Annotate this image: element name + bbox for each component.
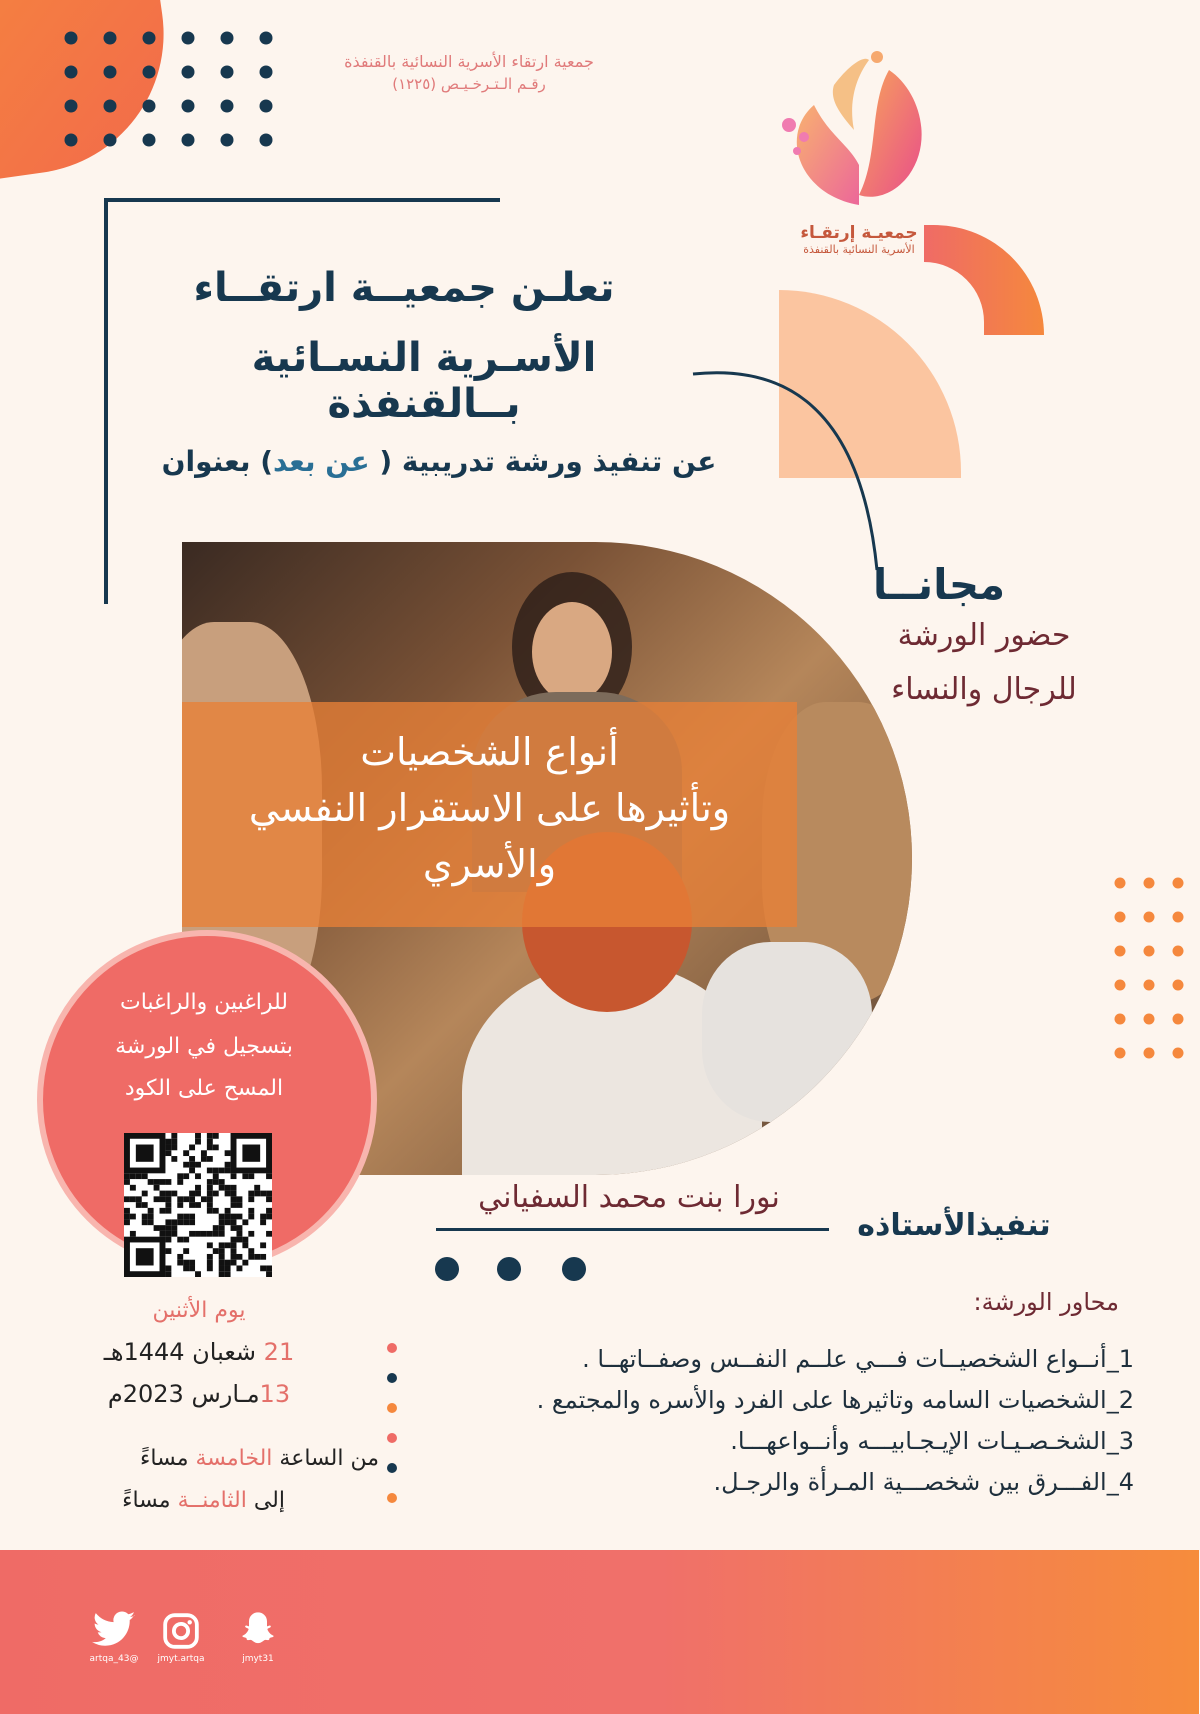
dot-grid-navy (64, 30, 284, 150)
free-line2: للرجال والنساء (892, 672, 1078, 707)
decor-dots (435, 1256, 595, 1290)
dot (105, 66, 118, 79)
topics-list (415, 1345, 1135, 1509)
dot (183, 100, 196, 113)
dot (261, 32, 274, 45)
topics-heading: محاور الورشة: (974, 1288, 1120, 1316)
dot (1116, 946, 1127, 957)
dot (1174, 878, 1185, 889)
dot (1116, 1014, 1127, 1025)
snapchat-handle: jmyt31 (243, 1654, 275, 1664)
topic-item: 4_الفـــرق بين شخصـــية المـرأة والرجـل. (714, 1468, 1135, 1496)
dot (222, 134, 235, 147)
instagram-icon (163, 1612, 201, 1650)
bullet-column (385, 1340, 401, 1524)
dot (183, 32, 196, 45)
dot (222, 32, 235, 45)
registration-line3: المسح على الكود (125, 1076, 285, 1101)
workshop-title-line1: أنواع الشخصيات (361, 730, 620, 774)
presenter-name: نورا بنت محمد السفياني (479, 1180, 781, 1215)
dot (222, 100, 235, 113)
dot (144, 66, 157, 79)
dot (1174, 1014, 1185, 1025)
license-number: رقـم الـتـرخـيـص (١٢٢٥) (393, 75, 547, 93)
qr-code[interactable] (125, 1133, 273, 1277)
dot (222, 66, 235, 79)
dot (66, 32, 79, 45)
dot (105, 100, 118, 113)
dot (1145, 1014, 1156, 1025)
dot (1145, 1048, 1156, 1059)
dot (1116, 980, 1127, 991)
dot (1145, 878, 1156, 889)
dot (1145, 980, 1156, 991)
dot (183, 134, 196, 147)
workshop-title-line3: والأسري (423, 842, 558, 886)
twitter-handle: @artqa_43 (90, 1654, 140, 1664)
topic-item: 1_أنــواع الشخصيــات فـــي علــم النفــس وصفــاتهــا . (583, 1345, 1135, 1373)
org-name: جمعية ارتقاء الأسرية النسائية بالقنفذة (345, 52, 595, 71)
dot (144, 100, 157, 113)
dot (66, 100, 79, 113)
logo-name-line2: الأسرية النسائية بالقنفذة (804, 243, 916, 256)
free-title: مجانــا (873, 560, 1007, 609)
dot (261, 100, 274, 113)
announcement-line3: عن تنفيذ ورشة تدريبية ( عن بعد) بعنوان (162, 445, 718, 478)
registration-line1: للراغبين والراغبات (120, 990, 289, 1015)
dot (261, 66, 274, 79)
dot (1174, 912, 1185, 923)
workshop-title-line2: وتأثيرها على الاستقرار النفسي (249, 786, 732, 830)
instagram-handle: jmyt.artqa (158, 1654, 206, 1664)
logo-name-line1: جمعيـة إرتقـاء (801, 223, 919, 243)
dot (66, 134, 79, 147)
dot (1174, 946, 1185, 957)
presenter-label: تنفيذالأستاذه (858, 1208, 1052, 1243)
dot (1145, 946, 1156, 957)
dot (144, 32, 157, 45)
dot (1174, 980, 1185, 991)
free-line1: حضور الورشة (898, 618, 1072, 653)
frame-line-top (105, 198, 501, 202)
presenter-underline (437, 1228, 830, 1231)
dot (1116, 878, 1127, 889)
frame-line-left (105, 198, 109, 604)
schedule-to: إلى الثامنــة مساءً (123, 1488, 286, 1513)
dot (66, 66, 79, 79)
dot-grid-orange (1115, 877, 1195, 1071)
dot (1116, 1048, 1127, 1059)
announcement-line2: الأسـرية النسـائية بــالقنفذة (252, 335, 598, 427)
social-twitter[interactable] (85, 1610, 145, 1664)
topic-item: 2_الشخصيات السامه وتاثيرها على الفرد والأسره والمجتمع . (537, 1386, 1135, 1414)
social-snapchat[interactable] (230, 1608, 288, 1664)
dot (105, 32, 118, 45)
schedule-from: من الساعة الخامسة مساءً (141, 1446, 380, 1471)
registration-line2: بتسجيل في الورشة (116, 1034, 294, 1059)
dot (105, 134, 118, 147)
topic-item: 3_الشخـصـيـات الإيـجـابيـــه وأنــواعهـــا. (731, 1427, 1135, 1455)
dot (261, 134, 274, 147)
butterfly-logo-icon (760, 45, 960, 225)
twitter-icon (92, 1610, 138, 1650)
dot (1174, 1048, 1185, 1059)
schedule-gregorian: 13مـارس 2023م (108, 1380, 292, 1408)
social-instagram[interactable] (150, 1612, 214, 1664)
dot (1116, 912, 1127, 923)
snapchat-icon (239, 1608, 279, 1650)
announcement-line1: تعلـن جمعيــة ارتقــاء (194, 265, 616, 311)
dot (183, 66, 196, 79)
dot (1145, 912, 1156, 923)
dot (144, 134, 157, 147)
schedule-hijri: 21 شعبان 1444هـ (104, 1338, 296, 1366)
schedule-day: يوم الأثنين (153, 1298, 247, 1323)
